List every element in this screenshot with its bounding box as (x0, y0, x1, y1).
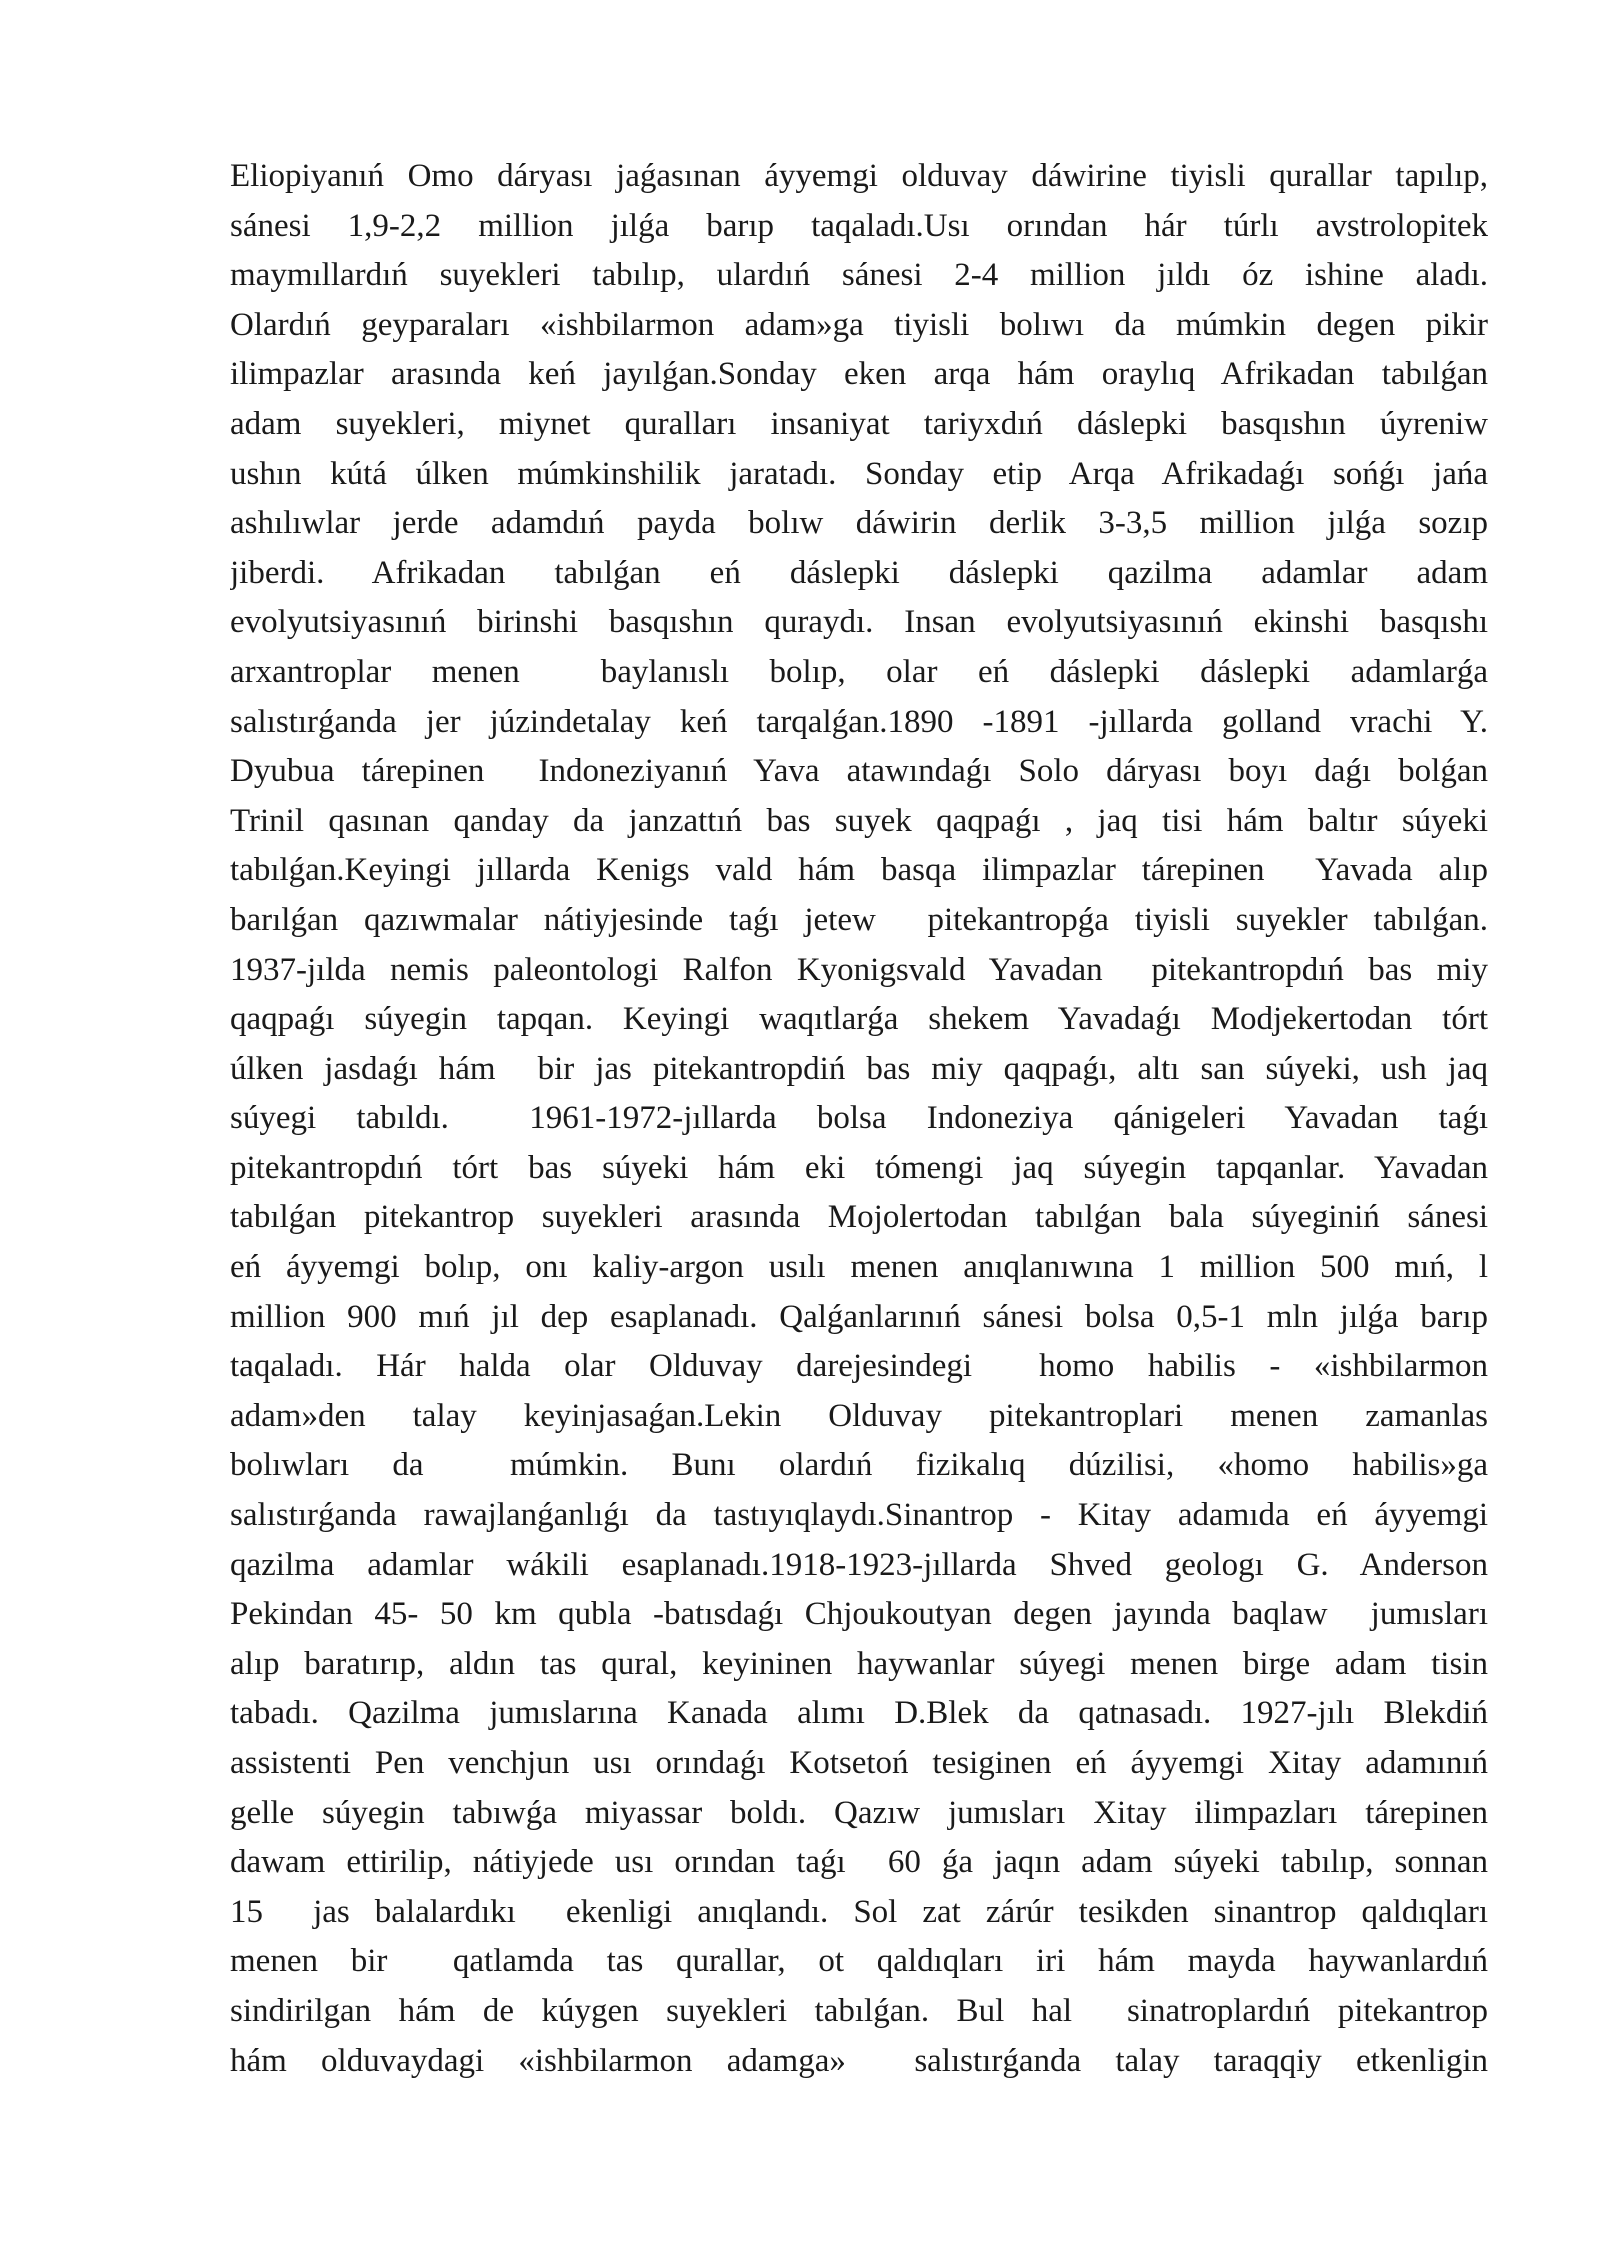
text-line: ashılıwlar jerde adamdıń payda bolıw dáwirin derlik 3-3,5 million jılǵa sozıp (230, 505, 1488, 542)
text-line: ilimpazlar arasında keń jayılǵan.Sonday eken arqa hám oraylıq Afrikadan tabılǵan (230, 356, 1488, 393)
text-line: dawam ettirilip, nátiyjede usı orından taǵı 60 ǵa jaqın adam súyeki tabılıp, sonnan (230, 1844, 1488, 1881)
text-line: taqaladı. Hár halda olar Olduvay darejesindegi homo habilis - «ishbilarmon (230, 1348, 1488, 1385)
text-line: maymıllardıń suyekleri tabılıp, ulardıń sánesi 2-4 million jıldı óz ishine aladı. (230, 257, 1488, 294)
text-line: salıstırǵanda jer júzindetalay keń tarqalǵan.1890 -1891 -jıllarda golland vrachi Y. (230, 703, 1488, 740)
text-line: gelle súyegin tabıwǵa miyassar boldı. Qazıw jumısları Xitay ilimpazları tárepinen (230, 1794, 1488, 1831)
text-line: eń áyyemgi bolıp, onı kaliy-argon usılı menen anıqlanıwına 1 million 500 mıń, l (230, 1249, 1488, 1286)
text-line: arxantroplar menen baylanıslı bolıp, olar eń dáslepki dáslepki adamlarǵa (230, 653, 1488, 690)
text-line: 15 jas balalardıkı ekenligi anıqlandı. Sol zat zárúr tesikden sinantrop qaldıqları (230, 1893, 1488, 1930)
text-line: bolıwları da múmkin. Bunı olardıń fizikalıq dúzilisi, «homo habilis»ga (230, 1447, 1488, 1484)
text-line: sánesi 1,9-2,2 million jılǵa barıp taqaladı.Usı orından hár túrlı avstrolopitek (230, 207, 1488, 244)
text-line: Olardıń geyparaları «ishbilarmon adam»ga tiyisli bolıwı da múmkin degen pikir (230, 306, 1488, 343)
text-line: qaqpaǵı súyegin tapqan. Keyingi waqıtlarǵa shekem Yavadaǵı Modjekertodan tórt (230, 1001, 1488, 1038)
text-line: menen bir qatlamda tas qurallar, ot qaldıqları iri hám mayda haywanlardıń (230, 1943, 1488, 1980)
text-line: úlken jasdaǵı hám bir jas pitekantropdiń bas miy qaqpaǵı, altı san súyeki, ush jaq (230, 1050, 1488, 1087)
text-line: alıp baratırıp, aldın tas qural, keyininen haywanlar súyegi menen birge adam tisin (230, 1645, 1488, 1682)
text-line: súyegi tabıldı. 1961-1972-jıllarda bolsa Indoneziya qánigeleri Yavadan taǵı (230, 1100, 1488, 1137)
text-line: qazilma adamlar wákili esaplanadı.1918-1923-jıllarda Shved geologı G. Anderson (230, 1546, 1488, 1583)
text-line: Pekindan 45- 50 km qubla -batısdaǵı Chjoukoutyan degen jayında baqlaw jumısları (230, 1596, 1488, 1633)
text-line: evolyutsiyasınıń birinshi basqıshın quraydı. Insan evolyutsiyasınıń ekinshi basqıshı (230, 604, 1488, 641)
text-line: tabılǵan.Keyingi jıllarda Kenigs vald hám basqa ilimpazlar tárepinen Yavada alıp (230, 852, 1488, 889)
text-line: jiberdi. Afrikadan tabılǵan eń dáslepki dáslepki qazilma adamlar adam (230, 554, 1488, 591)
text-line: salıstırǵanda rawajlanǵanlıǵı da tastıyıqlaydı.Sinantrop - Kitay adamıda eń áyyemgi (230, 1497, 1488, 1534)
text-line: assistenti Pen venchjun usı orındaǵı Kotsetoń tesiginen eń áyyemgi Xitay adamınıń (230, 1745, 1488, 1781)
text-line: adam suyekleri, miynet quralları insaniyat tariyxdıń dáslepki basqıshın úyreniw (230, 405, 1488, 442)
text-line: tabadı. Qazilma jumıslarına Kanada alımı D.Blek da qatnasadı. 1927-jılı Blekdiń (230, 1695, 1488, 1732)
text-line: Dyubua tárepinen Indoneziyanıń Yava atawındaǵı Solo dáryası boyı daǵı bolǵan (230, 753, 1488, 790)
text-line: Eliopiyanıń Omo dáryası jaǵasınan áyyemgi olduvay dáwirine tiyisli qurallar tapılıp, (230, 158, 1488, 194)
body-text (230, 152, 1488, 2086)
text-line: ushın kútá úlken múmkinshilik jaratadı. Sonday etip Arqa Afrikadaǵı sońǵı jańa (230, 455, 1488, 492)
text-line: sindirilgan hám de kúygen suyekleri tabılǵan. Bul hal sinatroplardıń pitekantrop (230, 1992, 1488, 2029)
text-line: pitekantropdıń tórt bas súyeki hám eki tómengi jaq súyegin tapqanlar. Yavadan (230, 1149, 1488, 1186)
text-line: hám olduvaydagi «ishbilarmon adamga» salıstırǵanda talay taraqqiy etkenligin (230, 2042, 1488, 2079)
text-line: million 900 mıń jıl dep esaplanadı. Qalǵanlarınıń sánesi bolsa 0,5-1 mln jılǵa barıp (230, 1298, 1488, 1335)
text-line: tabılǵan pitekantrop suyekleri arasında Mojolertodan tabılǵan bala súyeginiń sánesi (230, 1199, 1488, 1236)
text-line: barılǵan qazıwmalar nátiyjesinde taǵı jetew pitekantropǵa tiyisli suyekler tabılǵan. (230, 901, 1488, 938)
text-line: Trinil qasınan qanday da janzattıń bas suyek qaqpaǵı , jaq tisi hám baltır súyeki (230, 802, 1488, 839)
text-line: adam»den talay keyinjasaǵan.Lekin Olduvay pitekantroplari menen zamanlas (230, 1397, 1488, 1434)
text-line: 1937-jılda nemis paleontologi Ralfon Kyonigsvald Yavadan pitekantropdıń bas miy (230, 951, 1488, 988)
